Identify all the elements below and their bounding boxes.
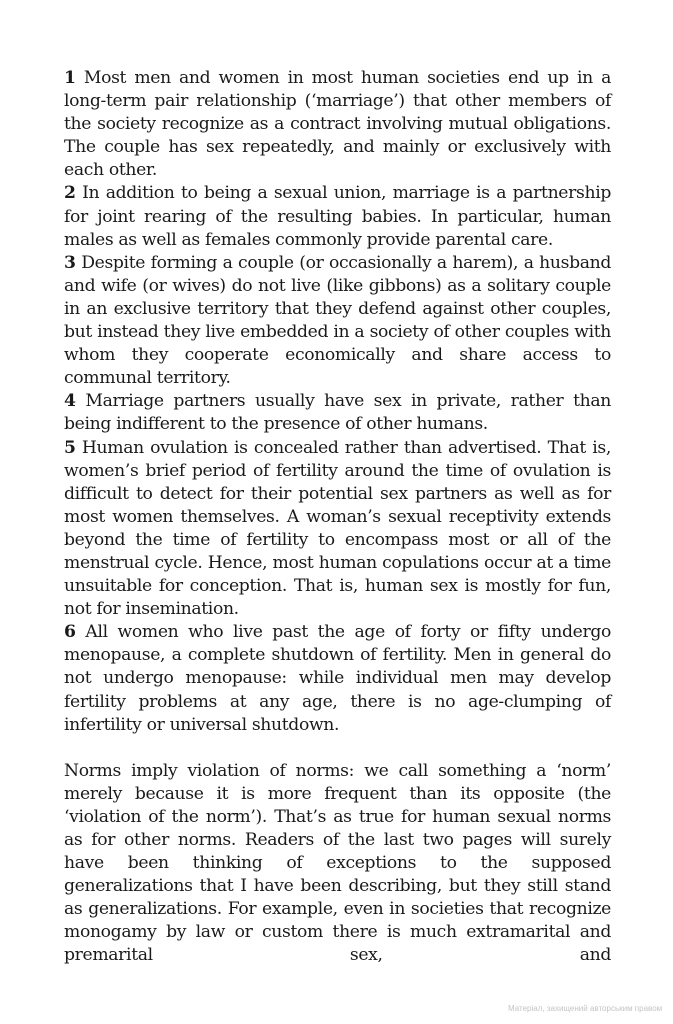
item-text: In addition to being a sexual union, marriage is a partnership for joint rearing of the resulting babies. In particular, human males as well as females commonly provide parental care. [64,183,611,250]
numbered-item-2 [64,182,611,251]
item-number: 2 [64,183,76,204]
closing-paragraph: Norms imply violation of norms: we call something a ‘norm’ merely because it is more frequent than its opposite (the ‘violation of the norm’). That’s as true for human sexual norms as for other norms. Readers of the last two pages will surely have been thinking of exceptions to the supposed generalizations that I have been describing, but they still stand as generalizations. For example, even in societies that recognize monogamy by law or custom there is much extramarital and premarital sex, and [64,760,611,966]
numbered-item-5 [64,437,611,622]
item-text: Most men and women in most human societies end up in a long-term pair relationship (‘marriage’) that other members of the society recognize as a contract involving mutual obligations. The couple has sex repeatedly, and mainly or exclusively with each other. [64,68,611,181]
item-text: Despite forming a couple (or occasionally a harem), a husband and wife (or wives) do not live (like gibbons) as a solitary couple in an exclusive territory that they defend against other couples, but instead they live embedded in a society of other couples with whom they cooperate economically and share access to communal territory. [64,252,611,389]
numbered-item-4 [64,390,611,436]
item-number: 4 [64,391,76,412]
item-number: 1 [64,68,76,88]
copyright-watermark: Матеріал, захищений авторським правом [508,1004,663,1013]
numbered-item-6 [64,621,611,736]
item-number: 5 [64,437,76,458]
numbered-item-3 [64,252,611,391]
item-number: 3 [64,252,76,273]
document-page [64,67,611,968]
item-text: All women who live past the age of forty or fifty undergo menopause, a complete shutdown of fertility. Men in general do not undergo menopause: while individual men may develop fertility problems at any age, there is no age-clumping of infertility or universal shutdown. [64,622,612,735]
item-number: 6 [64,622,76,643]
numbered-item-1 [64,67,611,182]
item-text: Marriage partners usually have sex in private, rather than being indifferent to the presence of other humans. [64,391,611,435]
item-text: Human ovulation is concealed rather than advertised. That is, women’s brief period of fertility around the time of ovulation is difficult to detect for their potential sex partners as well as for most women themselves. A woman’s sexual receptivity extends beyond the time of fertility to encompass most or all of the menstrual cycle. Hence, most human copulations occur at a time unsuitable for conception. That is, human sex is mostly for fun, not for insemination. [64,437,611,620]
